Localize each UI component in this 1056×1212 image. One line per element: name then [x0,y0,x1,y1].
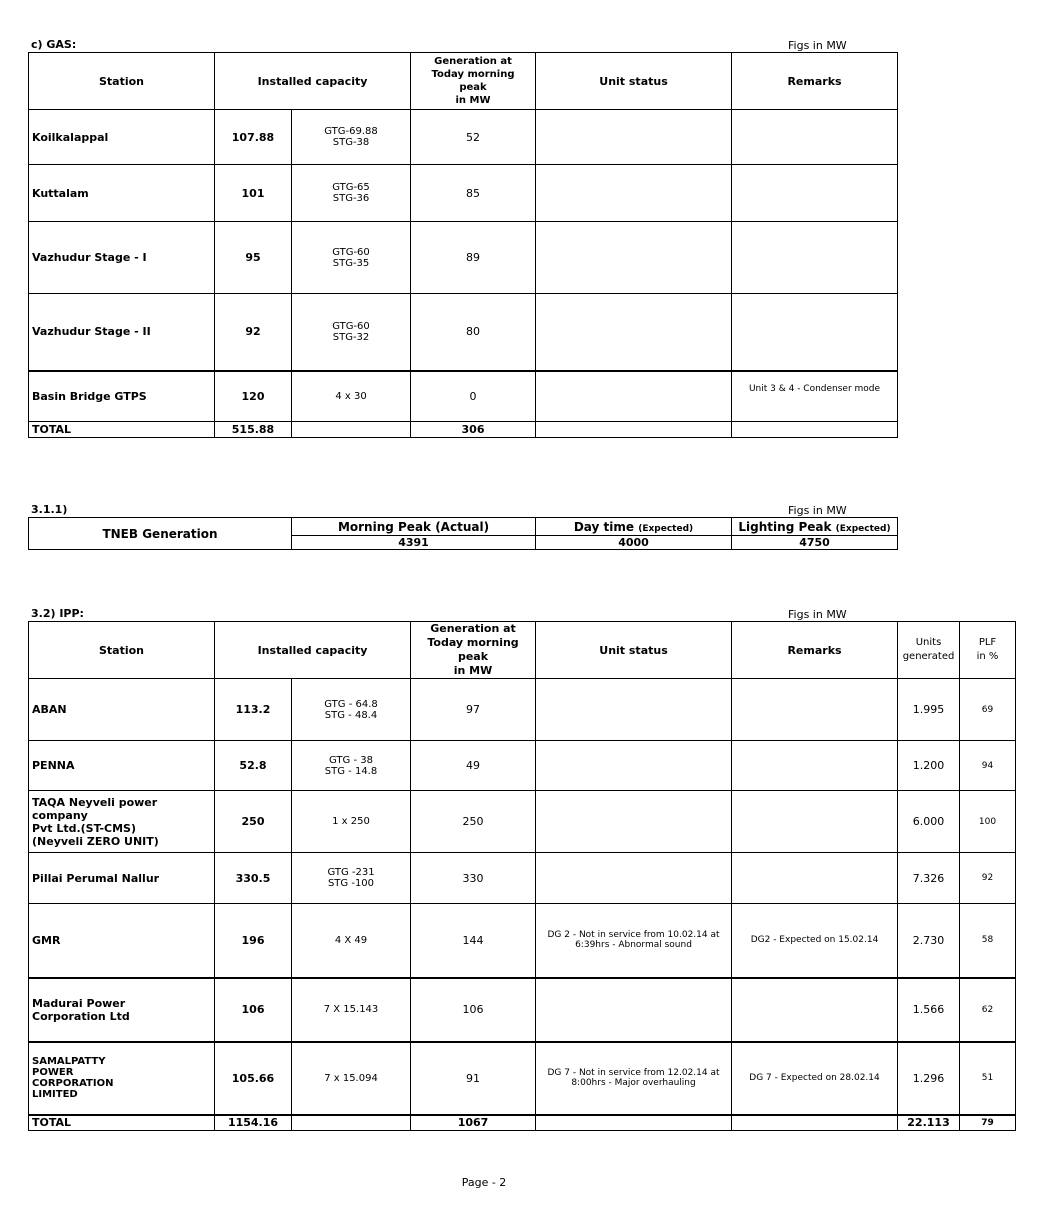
table-row [29,1042,1016,1115]
gas-header-unit-status: Unit status [536,53,732,110]
gas-unit-status-cell [536,371,732,422]
table-row [29,904,1016,978]
ipp-capacity-cell: 330.5 [215,853,292,904]
tneb-lighting-peak-suffix: (Expected) [835,523,891,534]
ipp-header-remarks: Remarks [732,622,898,679]
ipp-capacity-cell: 106 [215,978,292,1042]
ipp-plf-cell: 100 [960,791,1016,853]
ipp-total-capacity: 1154.16 [215,1115,292,1131]
ipp-unit-status-cell: DG 2 - Not in service from 10.02.14 at 6:39hrs - Abnormal sound [536,904,732,978]
gas-config-cell: GTG-60 STG-32 [292,294,411,371]
table-row [29,978,1016,1042]
gas-generation-cell: 80 [411,294,536,371]
gas-remarks-cell [732,294,898,371]
ipp-plf-cell: 58 [960,904,1016,978]
gas-remarks-cell [732,222,898,294]
gas-unit-status-cell [536,110,732,165]
gas-station-cell: Vazhudur Stage - II [29,294,215,371]
ipp-plf-cell: 69 [960,679,1016,741]
ipp-capacity-cell: 105.66 [215,1042,292,1115]
gas-config-cell: GTG-60 STG-35 [292,222,411,294]
table-row [29,165,898,222]
ipp-units-cell: 7.326 [898,853,960,904]
gas-total-remarks [732,422,898,438]
ipp-units-cell: 2.730 [898,904,960,978]
ipp-plf-cell: 51 [960,1042,1016,1115]
tneb-morning-peak-value: 4391 [292,536,536,550]
ipp-config-cell: 1 x 250 [292,791,411,853]
gas-capacity-cell: 95 [215,222,292,294]
ipp-total-plf: 79 [960,1115,1016,1131]
ipp-remarks-cell: DG2 - Expected on 15.02.14 [732,904,898,978]
gas-station-cell: Koilkalappal [29,110,215,165]
ipp-total-remarks [732,1115,898,1131]
ipp-total-row [29,1115,1016,1131]
table-row [29,853,1016,904]
table-row [29,294,898,371]
ipp-units-cell: 6.000 [898,791,960,853]
ipp-total-units: 22.113 [898,1115,960,1131]
tneb-morning-peak-title: Morning Peak (Actual) [337,519,490,534]
ipp-station-cell: SAMALPATTY POWER CORPORATION LIMITED [29,1042,215,1115]
tneb-morning-peak-header [292,518,536,536]
page-number: Page - 2 [461,1176,507,1189]
ipp-config-cell: 4 X 49 [292,904,411,978]
ipp-remarks-cell [732,791,898,853]
ipp-config-cell: GTG -231 STG -100 [292,853,411,904]
ipp-plf-cell: 92 [960,853,1016,904]
gas-total-config [292,422,411,438]
ipp-unit-status-cell: DG 7 - Not in service from 12.02.14 at 8:00hrs - Major overhauling [536,1042,732,1115]
ipp-capacity-cell: 52.8 [215,741,292,791]
gas-generation-cell: 0 [411,371,536,422]
gas-table [28,52,898,438]
gas-capacity-cell: 107.88 [215,110,292,165]
ipp-header-plf: PLF in % [960,622,1016,679]
table-row [29,741,1016,791]
gas-config-cell: GTG-65 STG-36 [292,165,411,222]
ipp-unit-status-cell [536,791,732,853]
ipp-header-units-generated: Units generated [898,622,960,679]
tneb-header-row [29,518,898,536]
gas-station-cell: Vazhudur Stage - I [29,222,215,294]
gas-generation-cell: 52 [411,110,536,165]
ipp-remarks-cell [732,853,898,904]
gas-unit-status-cell [536,165,732,222]
ipp-station-cell: TAQA Neyveli power company Pvt Ltd.(ST-CMS) (Neyveli ZERO UNIT) [29,791,215,853]
ipp-units-cell: 1.995 [898,679,960,741]
ipp-capacity-cell: 250 [215,791,292,853]
gas-generation-cell: 89 [411,222,536,294]
gas-capacity-cell: 92 [215,294,292,371]
ipp-total-config [292,1115,411,1131]
ipp-remarks-cell [732,978,898,1042]
ipp-generation-cell: 97 [411,679,536,741]
ipp-plf-cell: 94 [960,741,1016,791]
ipp-remarks-cell: DG 7 - Expected on 28.02.14 [732,1042,898,1115]
gas-capacity-cell: 120 [215,371,292,422]
tneb-day-time-title: Day time [573,519,635,534]
gas-unit-status-cell [536,294,732,371]
ipp-header-unit-status: Unit status [536,622,732,679]
ipp-total-unit-status [536,1115,732,1131]
gas-total-capacity: 515.88 [215,422,292,438]
gas-header-generation: Generation at Today morning peak in MW [411,53,536,110]
ipp-config-cell: GTG - 64.8 STG - 48.4 [292,679,411,741]
gas-header-installed-capacity: Installed capacity [215,53,411,110]
ipp-unit-status-cell [536,978,732,1042]
gas-capacity-cell: 101 [215,165,292,222]
gas-station-cell: Basin Bridge GTPS [29,371,215,422]
gas-config-cell: 4 x 30 [292,371,411,422]
tneb-figs-note: Figs in MW [788,504,847,517]
table-row [29,110,898,165]
ipp-remarks-cell [732,741,898,791]
gas-total-label: TOTAL [29,422,215,438]
table-row [29,791,1016,853]
gas-station-cell: Kuttalam [29,165,215,222]
tneb-lighting-peak-header [732,518,898,536]
ipp-station-cell: PENNA [29,741,215,791]
tneb-day-time-header [536,518,732,536]
ipp-config-cell: 7 x 15.094 [292,1042,411,1115]
gas-remarks-cell [732,165,898,222]
ipp-station-cell: Madurai Power Corporation Ltd [29,978,215,1042]
ipp-total-generation: 1067 [411,1115,536,1131]
ipp-generation-cell: 49 [411,741,536,791]
tneb-lighting-peak-value: 4750 [732,536,898,550]
ipp-unit-status-cell [536,741,732,791]
tneb-generation-label: TNEB Generation [29,518,292,550]
gas-header-row [29,53,898,110]
gas-section-label: c) GAS: [31,38,77,51]
ipp-units-cell: 1.566 [898,978,960,1042]
gas-remarks-cell: Unit 3 & 4 - Condenser mode [732,371,898,422]
ipp-header-row [29,622,1016,679]
gas-config-cell: GTG-69.88 STG-38 [292,110,411,165]
ipp-plf-cell: 62 [960,978,1016,1042]
ipp-generation-cell: 330 [411,853,536,904]
ipp-station-cell: Pillai Perumal Nallur [29,853,215,904]
gas-unit-status-cell [536,222,732,294]
table-row [29,371,898,422]
ipp-units-cell: 1.200 [898,741,960,791]
tneb-day-time-suffix: (Expected) [638,523,694,534]
ipp-units-cell: 1.296 [898,1042,960,1115]
gas-total-generation: 306 [411,422,536,438]
ipp-table [28,621,1016,1131]
gas-remarks-cell [732,110,898,165]
tneb-lighting-peak-title: Lighting Peak [738,519,832,534]
gas-total-unit-status [536,422,732,438]
ipp-section-label: 3.2) IPP: [31,607,84,620]
ipp-header-generation: Generation at Today morning peak in MW [411,622,536,679]
ipp-header-station: Station [29,622,215,679]
ipp-unit-status-cell [536,679,732,741]
ipp-capacity-cell: 113.2 [215,679,292,741]
gas-figs-note: Figs in MW [788,39,847,52]
ipp-station-cell: GMR [29,904,215,978]
ipp-figs-note: Figs in MW [788,608,847,621]
ipp-unit-status-cell [536,853,732,904]
ipp-config-cell: GTG - 38 STG - 14.8 [292,741,411,791]
tneb-day-time-value: 4000 [536,536,732,550]
gas-total-row [29,422,898,438]
ipp-total-label: TOTAL [29,1115,215,1131]
tneb-table [28,517,898,550]
ipp-config-cell: 7 X 15.143 [292,978,411,1042]
table-row [29,222,898,294]
ipp-generation-cell: 106 [411,978,536,1042]
ipp-generation-cell: 144 [411,904,536,978]
ipp-generation-cell: 250 [411,791,536,853]
table-row [29,679,1016,741]
ipp-header-installed-capacity: Installed capacity [215,622,411,679]
ipp-remarks-cell [732,679,898,741]
ipp-capacity-cell: 196 [215,904,292,978]
gas-header-station: Station [29,53,215,110]
tneb-section-label: 3.1.1) [31,503,68,516]
gas-generation-cell: 85 [411,165,536,222]
ipp-station-cell: ABAN [29,679,215,741]
ipp-generation-cell: 91 [411,1042,536,1115]
gas-header-remarks: Remarks [732,53,898,110]
